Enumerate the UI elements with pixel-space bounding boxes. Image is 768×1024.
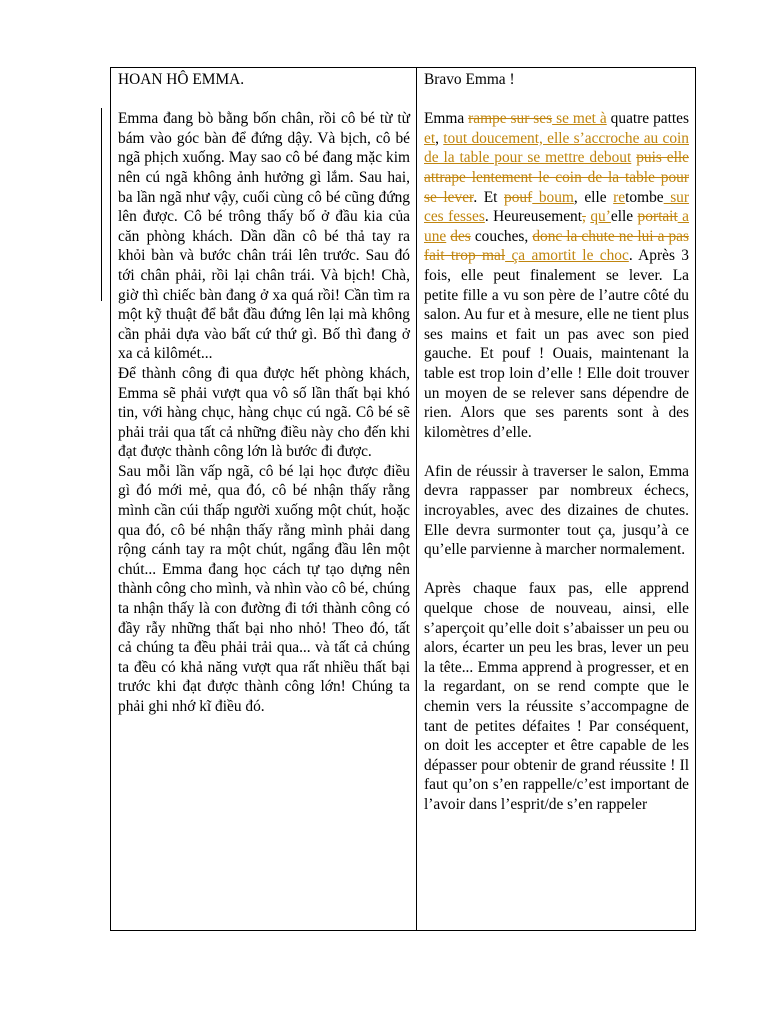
change-bar	[101, 108, 102, 301]
inserted-text: se met à	[552, 110, 607, 128]
french-paragraph-3: Après chaque faux pas, elle apprend quelque chose de nouveau, ainsi, elle s’aperçoit qu’elle doit s’abaisser un peu ou alors, écarter un peu les bras, lever un peu la tête... Emma apprend à progresser, et en la regardant, on se rend compte que le chemin vers la réussite s’accompagne de tant de petites défaites ! Par conséquent, on doit les accepter et être capable de les dépasser pour obtenir de grand réussite ! Il faut qu’on s’en rappelle/c’est important de l’avoir dans l’esprit/de s’en rappeler	[424, 580, 689, 813]
paragraph-text: Emma	[424, 110, 469, 128]
inserted-text: boum	[532, 188, 574, 206]
vietnamese-column	[111, 68, 417, 931]
bilingual-table	[110, 67, 696, 931]
paragraph-text: couches,	[470, 227, 533, 245]
inserted-text: ça amortit le choc	[505, 247, 629, 265]
paragraph-text: tombe	[625, 188, 664, 206]
inserted-text: a une	[424, 208, 690, 245]
paragraph-text: . Heureusement	[484, 208, 583, 226]
deleted-text: rampe sur ses	[468, 110, 553, 128]
inserted-text: re	[613, 188, 626, 206]
deleted-text: portait	[637, 208, 678, 226]
vietnamese-paragraph-2: Để thành công đi qua được hết phòng khách, Emma sẽ phải vượt qua vô số lần thất bại khó tin, với hàng chục, hàng chục cú ngã. Cô bé sẽ phải trải qua tất cả những điều này cho đến khi đạt được thành công lớn là bước đi được.	[118, 364, 410, 461]
paragraph-text: . Et	[473, 188, 505, 206]
deleted-text: des	[450, 227, 471, 245]
french-title: Bravo Emma !	[424, 71, 515, 88]
deleted-text: donc la chute ne lui a pas fait trop mal	[424, 227, 689, 265]
vietnamese-title: HOAN HÔ EMMA.	[118, 71, 245, 88]
inserted-text: sur ces fesses	[424, 188, 690, 226]
french-paragraph-2: Afin de réussir à traverser le salon, Emma devra rappasser par nombreux échecs, incroyables, avec des dizaines de chutes. Elle devra surmonter tout ça, jusqu’à ce qu’elle parvienne à marcher normalement.	[424, 462, 689, 559]
paragraph-text: quatre pattes	[606, 110, 689, 128]
deleted-text: puis elle attrape lentement le coin de la table pour se lever	[424, 149, 689, 206]
vietnamese-paragraph-1: Emma đang bò bằng bốn chân, rồi cô bé từ từ bám vào góc bàn để đứng dậy. Và bịch, cô bé ngã phịch xuống. May sao cô bé đang mặc kim nên cú ngã không ảnh hưởng gì lắm. Sau hai, ba lần ngã như vậy, cuối cùng cô bé cũng đứng lên được. Cô bé trông thấy bố ở đầu kia của căn phòng khách. Dần dần cô bé thả tay ra khỏi bàn và bước chân trái lên trước. Sau đó tới chân phải, rồi lại chân trái. Và bịch! Chà, giờ thì chiếc bàn đang ở xa quá rồi! Cần tìm ra một kỹ thuật để bắt đầu đứng lên lại mà không cần phải dựa vào bất cứ thứ gì. Bố thì đang ở xa cả kilômét...	[118, 110, 410, 363]
paragraph-text: ,	[435, 129, 444, 147]
paragraph-text: elle	[610, 208, 638, 226]
paragraph-text: . Après 3 fois, elle peut finalement se lever. La petite fille a vu son père de l’autre côté du salon. Au fur et à mesure, elle ne tient plus ses mains et fait un pas avec son pied gauche. Et pouf ! Ouais, maintenant la table est trop loin d’elle ! Elle doit trouver un moyen de se relever sans dépendre de rien. Alors que ses parents sont à des kilomètres d’elle.	[424, 247, 689, 441]
deleted-text: pouf	[504, 188, 533, 206]
paragraph-text: , elle	[573, 188, 614, 206]
deleted-text: ,	[582, 208, 586, 226]
inserted-text: et	[424, 129, 436, 147]
french-paragraph-1	[424, 109, 689, 442]
inserted-text: tout doucement, elle s’accroche au coin de la table pour se mettre debout	[424, 129, 689, 167]
inserted-text: qu’	[590, 208, 611, 226]
vietnamese-paragraph-3: Sau mỗi lần vấp ngã, cô bé lại học được điều gì đó mới mẻ, qua đó, cô bé nhận thấy rằng mình cần cúi thấp người xuống một chút, hoặc qua đó, cô bé nhận thấy rằng mình phải dang rộng cánh tay ra một chút, ngẩng đầu lên một chút... Emma đang học cách tự tạo dựng nên thành công cho mình, và nhìn vào cô bé, chúng ta nhận thấy là con đường đi tới thành công có đầy rẫy những thất bại nho nhỏ! Theo đó, tất cả chúng ta đều phải trải qua... và tất cả chúng ta đều có khả năng vượt qua rất nhiều thất bại trước khi đạt được thành công lớn! Chúng ta phải ghi nhớ kĩ điều đó.	[118, 462, 410, 715]
french-column	[417, 68, 696, 931]
table-row	[111, 68, 696, 931]
